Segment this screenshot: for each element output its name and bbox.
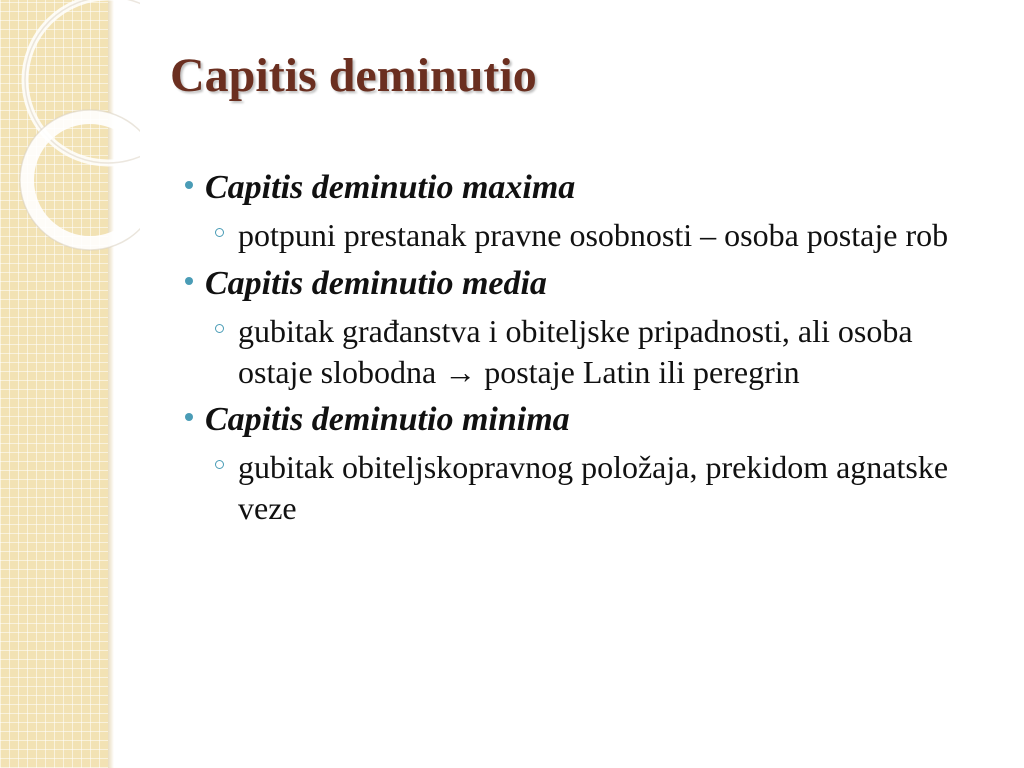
bullet-level-2 (215, 311, 995, 393)
bullet-ring-icon (215, 324, 224, 333)
list-item (185, 168, 995, 256)
bullet-detail: gubitak obiteljskopravnog položaja, prekidom agnatske veze (238, 449, 949, 527)
bullet-heading: Capitis deminutio media (205, 264, 547, 302)
bullet-level-1 (185, 264, 995, 305)
bullet-level-2 (215, 447, 995, 529)
bullet-dot-icon (185, 413, 193, 421)
bullet-heading: Capitis deminutio minima (205, 401, 570, 439)
slide-title: Capitis deminutio (170, 49, 537, 102)
bullet-dot-icon (185, 277, 193, 285)
bullet-detail: gubitak građanstva i obiteljske pripadnosti, ali osoba ostaje slobodna → postaje Latin ili peregrin (238, 312, 913, 390)
bullet-level-2 (215, 215, 995, 256)
bullet-level-1 (185, 168, 995, 209)
decorative-rings (0, 0, 140, 260)
bullet-ring-icon (215, 228, 224, 237)
bullet-ring-icon (215, 460, 224, 469)
list-item (185, 400, 995, 529)
bullet-detail: potpuni prestanak pravne osobnosti – osoba postaje rob (238, 216, 949, 253)
list-item (185, 264, 995, 393)
bullet-dot-icon (185, 181, 193, 189)
bullet-heading: Capitis deminutio maxima (205, 169, 576, 206)
bullet-list (185, 168, 995, 537)
bullet-level-1 (185, 400, 995, 441)
